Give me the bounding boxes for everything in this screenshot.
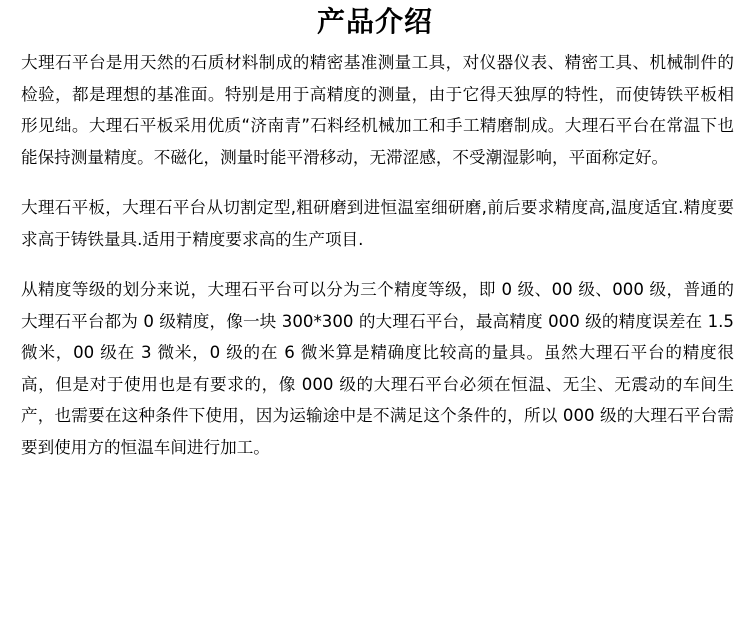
paragraph-process: 大理石平板，大理石平台从切割定型,粗研磨到进恒温室细研磨,前后要求精度高,温度适宜.精度要求高于铸铁量具.适用于精度要求高的生产项目.: [21, 198, 734, 249]
document-title: 产品介绍: [316, 5, 433, 38]
paragraph-grades: 从精度等级的划分来说，大理石平台可以分为三个精度等级，即 0 级、00 级、000 级，普通的大理石平台都为 0 级精度，像一块 300*300 的大理石平台，最高精度 000 级的精度误差在 1.5 微米，00 级在 3 微米，0 级的在 6 微米算是精确度比较高的量具。虽然大理石平台的精度很高，但是对于使用也是有要求的，像 000 级的大理石平台必须在恒温、无尘、无震动的车间生产，也需要在这种条件下使用，因为运输途中是不满足这个条件的，所以 000 级的大理石平台需要到使用方的恒温车间进行加工。: [21, 280, 734, 457]
paragraph-intro: 大理石平台是用天然的石质材料制成的精密基准测量工具，对仪器仪表、精密工具、机械制件的检验，都是理想的基准面。特别是用于高精度的测量，由于它得天独厚的特性，而使铸铁平板相形见绌。大理石平板采用优质“济南青”石料经机械加工和手工精磨制成。大理石平台在常温下也能保持测量精度。不磁化，测量时能平滑移动，无滞涩感，不受潮湿影响，平面称定好。: [21, 53, 734, 167]
